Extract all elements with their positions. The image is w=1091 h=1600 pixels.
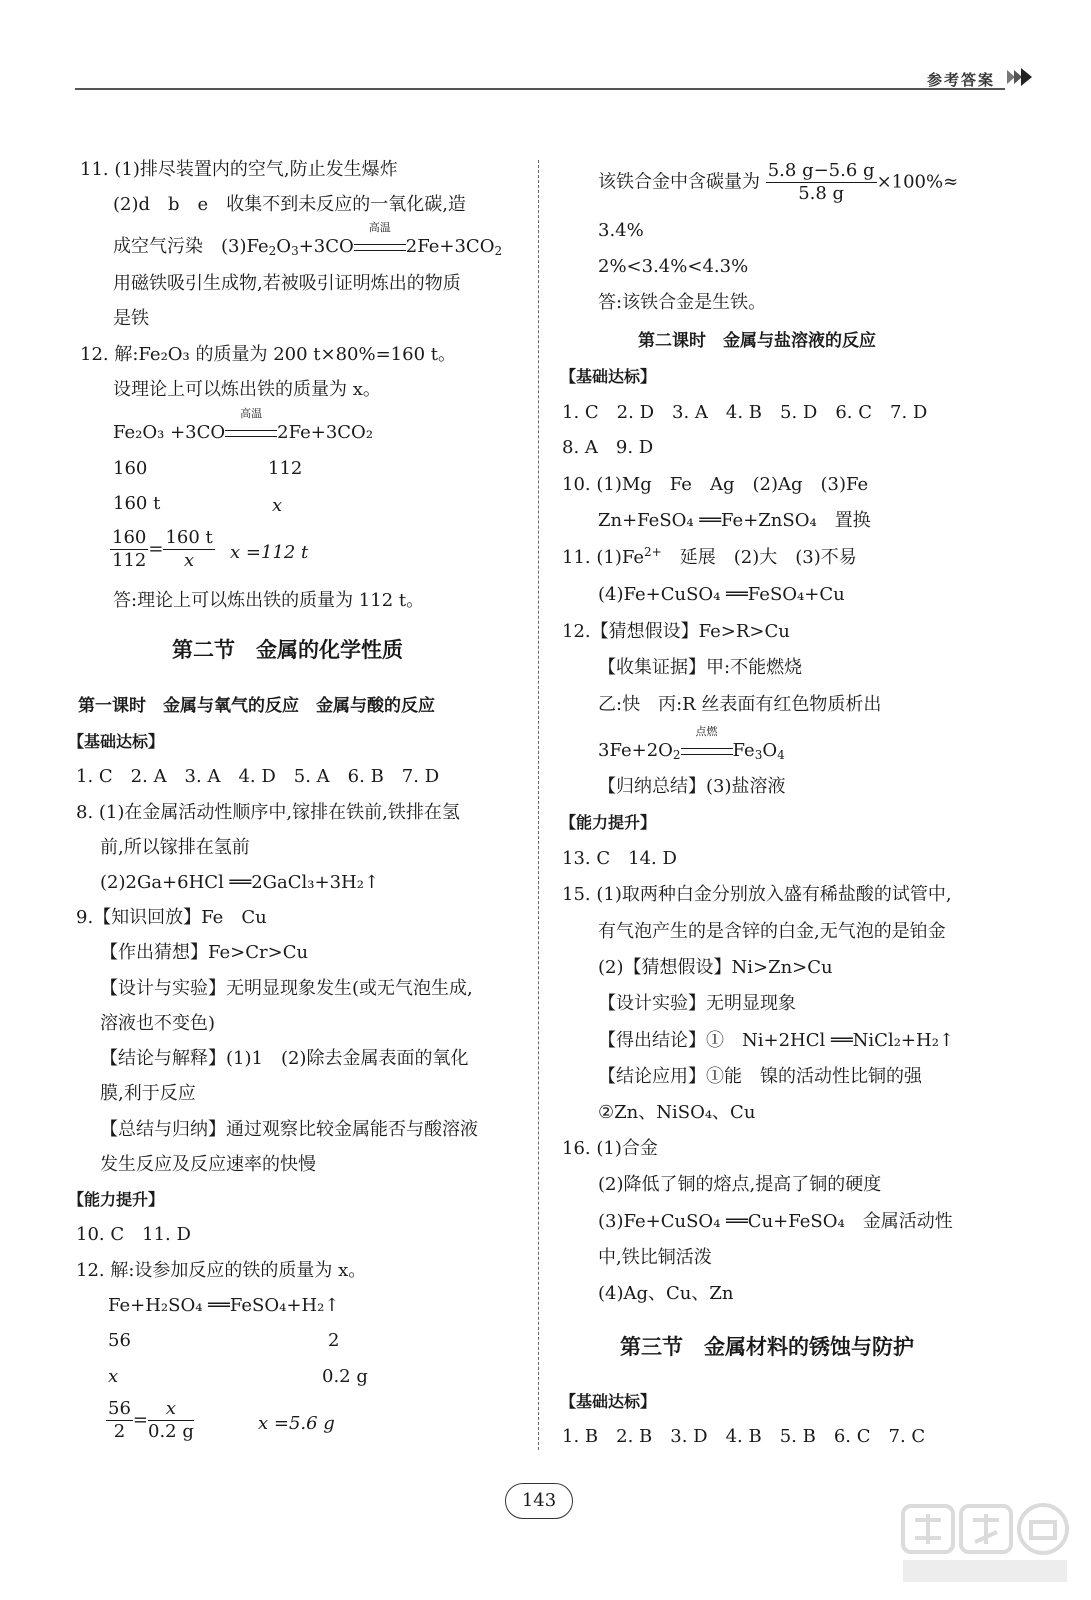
page-number: 143 — [505, 1483, 573, 1519]
right-line4: 答:该铁合金是生铁。 — [598, 292, 767, 313]
left-q9-line7: 【总结与归纳】通过观察比较金属能否与酸溶液 — [100, 1119, 478, 1140]
left-q11-line4: 用磁铁吸引生成物,若被吸引证明炼出的物质 — [113, 273, 461, 294]
right-q12-line2: 【收集证据】甲:不能燃烧 — [598, 657, 803, 678]
left-q8-line3: (2)2Ga+6HCl ══2GaCl₃+3H₂↑ — [100, 872, 380, 893]
right-basic-answers-1: 1. C 2. D 3. A 4. B 5. D 6. C 7. D — [562, 402, 928, 423]
right-q15-line5: 【得出结论】① Ni+2HCl ══NiCl₂+H₂↑ — [598, 1030, 954, 1051]
right-carbon-content: 该铁合金中含碳量为 $\frac{5.8 g-5.6 g}{5.8 g}$ ×100%≈ — [598, 160, 959, 204]
right-line3: 2%<3.4%<4.3% — [598, 256, 749, 277]
left-q8-line1: 8. (1)在金属活动性顺序中,镓排在铁前,铁排在氢 — [76, 802, 460, 823]
right-basic-answers-2: 8. A 9. D — [562, 437, 654, 458]
header-title: 参考答案 — [927, 71, 996, 89]
right-q15-line4: 【设计实验】无明显现象 — [598, 993, 796, 1014]
right-q11-line1: 11. $(1)Fe^{2+}$ 延展 (2)大 (3)不易 — [562, 545, 857, 568]
ability-tag-1: 【能力提升】 — [68, 1190, 165, 1209]
right-q15-line3: (2)【猜想假设】Ni>Zn>Cu — [598, 957, 833, 978]
left-ability-answers: 10. C 11. D — [76, 1224, 191, 1245]
section-title-3: 第三节 金属材料的锈蚀与防护 — [620, 1335, 914, 1359]
right-q16-line3: (3)Fe+CuSO₄ ══Cu+FeSO₄ 金属活动性 — [598, 1211, 953, 1232]
right-ability-answers: 13. C 14. D — [562, 848, 677, 869]
left-basic-answers: 1. C 2. A 3. A 4. D 5. A 6. B 7. D — [76, 766, 440, 787]
left-q12-line1: 12. 解:Fe₂O₃ 的质量为 200 t×80%=160 t。 — [80, 344, 456, 365]
left-q12-proportion: $\frac{160}{112}$ = $\frac{160 t}{x}$ — [112, 527, 213, 571]
lesson-title-2: 第二课时 金属与盐溶液的反应 — [638, 331, 876, 351]
basic-tag-2: 【基础达标】 — [560, 367, 657, 386]
reaction-condition: 高温 — [354, 235, 406, 259]
left-q9-line6: 膜,利于反应 — [100, 1083, 196, 1104]
left-q11-line1: 11. (1)排尽装置内的空气,防止发生爆炸 — [80, 159, 398, 180]
left-q9-line4: 溶液也不变色) — [100, 1013, 216, 1034]
left-q12-ratio-a1: 160 — [113, 458, 148, 479]
left-q12b-ratio-b1: 2 — [328, 1330, 340, 1351]
left-q12b-ratio-b2: 0.2 g — [322, 1366, 368, 1387]
left-q12b-line1: 12. 解:设参加反应的铁的质量为 x。 — [76, 1260, 367, 1281]
right-q12-equation: $3Fe+2O_2$ 点燃 $Fe_3O_4$ — [598, 725, 785, 762]
right-q15-line6: 【结论应用】①能 镍的活动性比铜的强 — [598, 1066, 922, 1087]
right-q12-line5: 【归纳总结】(3)盐溶液 — [598, 776, 786, 797]
left-q12-ratio-b1: 112 — [268, 458, 303, 479]
right-q12-line1: 12.【猜想假设】Fe>R>Cu — [562, 621, 790, 642]
left-q12-line2: 设理论上可以炼出铁的质量为 x。 — [113, 379, 381, 400]
ability-tag-2: 【能力提升】 — [560, 813, 657, 832]
left-q8-line2: 前,所以镓排在氢前 — [100, 837, 250, 858]
header-rule — [75, 88, 1005, 90]
basic-tag-3: 【基础达标】 — [560, 1392, 657, 1411]
right-q15-line1: 15. (1)取两种白金分别放入盛有稀盐酸的试管中, — [562, 884, 952, 905]
left-q12-result: x =112 t — [230, 542, 309, 563]
left-q12b-ratio-a1: 56 — [108, 1330, 131, 1351]
left-q12-ratio-b2: x — [272, 495, 283, 516]
left-q12-ratio-a2: 160 t — [113, 493, 161, 514]
right-q16-line2: (2)降低了铜的熔点,提高了铜的硬度 — [598, 1174, 882, 1195]
left-q11-line5: 是铁 — [113, 308, 149, 329]
right-line2: 3.4% — [598, 220, 644, 241]
basic-tag-1: 【基础达标】 — [68, 732, 165, 751]
right-q15-line2: 有气泡产生的是含锌的白金,无气泡的是铂金 — [598, 921, 946, 942]
header-arrow-icon — [1005, 66, 1033, 88]
right-q12-line3: 乙:快 丙:R 丝表面有红色物质析出 — [598, 694, 882, 715]
left-q9-line5: 【结论与解释】(1)1 (2)除去金属表面的氧化 — [100, 1048, 469, 1069]
right-q10-line2: Zn+FeSO₄ ══Fe+ZnSO₄ 置换 — [598, 510, 871, 531]
right-q11-line2: (4)Fe+CuSO₄ ══FeSO₄+Cu — [598, 584, 845, 605]
left-q11-line3: 成空气污染 $(3)Fe_2O_3+3CO$ 高温 $2Fe+3CO_2$ — [113, 221, 503, 258]
column-divider — [538, 160, 539, 1450]
left-q12-equation: Fe₂O₃ +3CO 高温 2Fe+3CO₂ — [113, 407, 374, 443]
right-q16-line5: (4)Ag、Cu、Zn — [598, 1283, 734, 1304]
left-q12b-proportion: $\frac{56}{2}$ = $\frac{x}{0.2 g}$ — [108, 1398, 194, 1442]
right-q16-line4: 中,铁比铜活泼 — [598, 1247, 712, 1268]
left-q12-answer: 答:理论上可以炼出铁的质量为 112 t。 — [113, 590, 425, 611]
section-title-2: 第二节 金属的化学性质 — [172, 638, 403, 662]
lesson-title-1: 第一课时 金属与氧气的反应 金属与酸的反应 — [78, 696, 435, 716]
left-q11-line2: (2)d b e 收集不到未反应的一氧化碳,造 — [113, 194, 466, 215]
right-q15-line7: ②Zn、NiSO₄、Cu — [598, 1102, 756, 1123]
right-q10-line1: 10. (1)Mg Fe Ag (2)Ag (3)Fe — [562, 474, 869, 495]
right-basic-answers-3: 1. B 2. B 3. D 4. B 5. B 6. C 7. C — [562, 1426, 926, 1447]
watermark-logo — [895, 1498, 1075, 1588]
left-q12b-result: x =5.6 g — [258, 1413, 335, 1434]
right-q16-line1: 16. (1)合金 — [562, 1138, 658, 1159]
left-q9-line1: 9.【知识回放】Fe Cu — [76, 907, 267, 928]
left-q9-line3: 【设计与实验】无明显现象发生(或无气泡生成, — [100, 978, 473, 999]
left-q9-line8: 发生反应及反应速率的快慢 — [100, 1154, 316, 1175]
left-q12b-equation: Fe+H₂SO₄ ══FeSO₄+H₂↑ — [108, 1295, 340, 1316]
left-q9-line2: 【作出猜想】Fe>Cr>Cu — [100, 942, 309, 963]
left-q12b-ratio-a2: x — [108, 1366, 119, 1387]
